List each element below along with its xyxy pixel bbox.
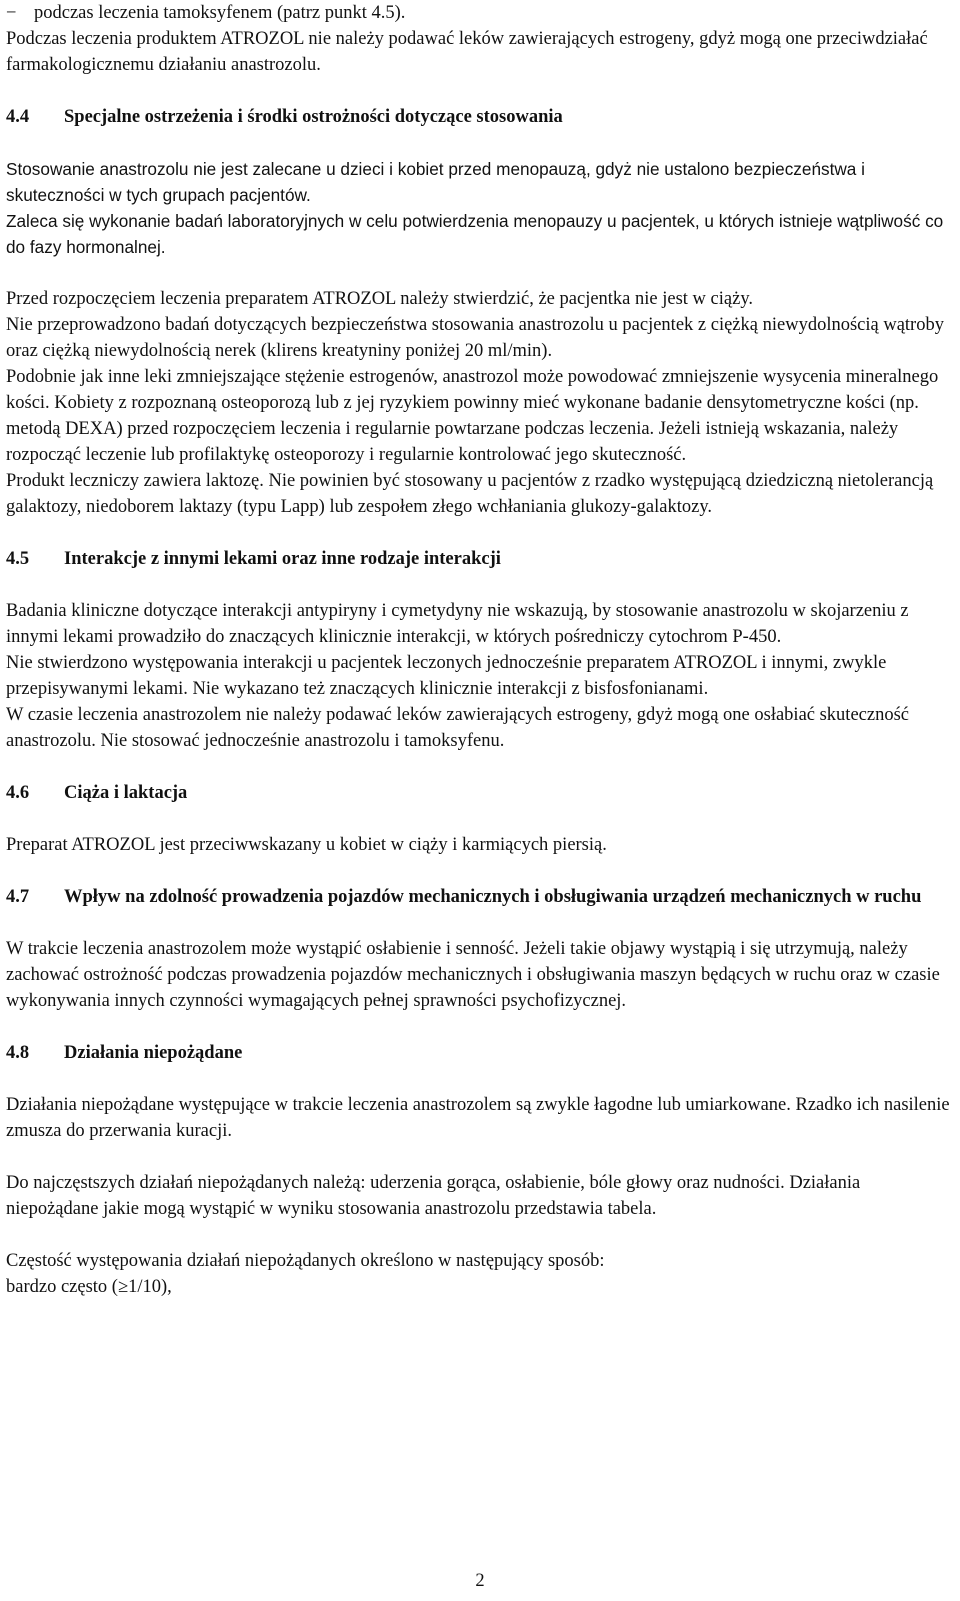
section-number: 4.7 <box>6 887 30 907</box>
document-page <box>6 0 956 1300</box>
s44-paragraph-4: Nie przeprowadzono badań dotyczących bezpieczeństwa stosowania anastrozolu u pacjentek z ciężką niewydolnością wątroby oraz ciężką niewydolnością nerek (klirens kreatyniny poniżej 20 ml/min). <box>6 315 944 361</box>
page-number: 2 <box>475 1571 485 1591</box>
section-4-5-heading <box>6 546 956 572</box>
s44-paragraph-5: Podobnie jak inne leki zmniejszające stężenie estrogenów, anastrozol może powodować zmniejszenie wysycenia mineralnego kości. Kobiety z rozpoznaną osteoporozą lub z jej ryzykiem powinny mieć wykonane badanie densytometryczne kości (np. metodą DEXA) przed rozpoczęciem leczenia i regularnie powtarzane podczas leczenia. Jeżeli istnieją wskazania, należy rozpocząć leczenie lub profilaktykę osteoporozy i regularnie kontrolować jego skuteczność. <box>6 367 939 465</box>
section-4-8-heading <box>6 1040 956 1066</box>
section-4-4-heading <box>6 104 956 130</box>
s45-paragraph-1: Badania kliniczne dotyczące interakcji antypiryny i cymetydyny nie wskazują, by stosowanie anastrozolu w skojarzeniu z innymi lekami prowadziło do znaczących klinicznie interakcji, w których pośredniczy cytochrom P-450. <box>6 601 909 647</box>
s44-paragraph-6: Produkt leczniczy zawiera laktozę. Nie powinien być stosowany u pacjentów z rzadko występującą dziedziczną nietolerancją galaktozy, niedoborem laktazy (typu Lapp) lub zespołem złego wchłaniania glukozy-galaktozy. <box>6 471 934 517</box>
section-4-6-heading <box>6 780 956 806</box>
section-number: 4.6 <box>6 783 30 803</box>
section-title: Specjalne ostrzeżenia i środki ostrożności dotyczące stosowania <box>64 107 563 127</box>
s44-paragraph-1: Stosowanie anastrozolu nie jest zalecane u dzieci i kobiet przed menopauzą, gdyż nie ustalono bezpieczeństwa i skuteczności w tych grupach pacjentów. <box>6 159 865 205</box>
s45-paragraph-2: Nie stwierdzono występowania interakcji u pacjentek leczonych jednocześnie preparatem ATROZOL i innymi, zwykle przepisywanymi lekami. Nie wykazano też znaczących klinicznie interakcji z bisfosfonianami. <box>6 653 887 699</box>
section-number: 4.4 <box>6 107 30 127</box>
s48-paragraph-1: Działania niepożądane występujące w trakcie leczenia anastrozolem są zwykle łagodne lub umiarkowane. Rzadko ich nasilenie zmusza do przerwania kuracji. <box>6 1095 950 1141</box>
s48-paragraph-3b: bardzo często (≥1/10), <box>6 1277 172 1297</box>
section-number: 4.8 <box>6 1043 30 1063</box>
intro-dash-line <box>6 0 956 26</box>
dash-bullet: − <box>6 3 17 23</box>
s44-paragraph-2: Zaleca się wykonanie badań laboratoryjnych w celu potwierdzenia menopauzy u pacjentek, u których istnieje wątpliwość co do fazy hormonalnej. <box>6 211 944 257</box>
section-title: Ciąża i laktacja <box>64 783 188 803</box>
section-title: Działania niepożądane <box>64 1043 243 1063</box>
section-title: Wpływ na zdolność prowadzenia pojazdów mechanicznych i obsługiwania urządzeń mechanicznych w ruchu <box>64 887 922 907</box>
s46-paragraph-1: Preparat ATROZOL jest przeciwwskazany u kobiet w ciąży i karmiących piersią. <box>6 835 607 855</box>
s47-paragraph-1: W trakcie leczenia anastrozolem może wystąpić osłabienie i senność. Jeżeli takie objawy wystąpią i się utrzymują, należy zachować ostrożność podczas prowadzenia pojazdów mechanicznych i obsługiwania maszyn będących w ruchu oraz w czasie wykonywania innych czynności wymagających pełnej sprawności psychofizycznej. <box>6 939 940 1011</box>
intro-paragraph: Podczas leczenia produktem ATROZOL nie należy podawać leków zawierających estrogeny, gdyż mogą one przeciwdziałać farmakologicznemu działaniu anastrozolu. <box>6 29 928 75</box>
section-number: 4.5 <box>6 549 30 569</box>
s44-paragraph-3: Przed rozpoczęciem leczenia preparatem ATROZOL należy stwierdzić, że pacjentka nie jest w ciąży. <box>6 289 753 309</box>
section-4-7-heading <box>6 884 956 910</box>
s48-paragraph-3a: Częstość występowania działań niepożądanych określono w następujący sposób: <box>6 1251 605 1271</box>
intro-dash-text: podczas leczenia tamoksyfenem (patrz punkt 4.5). <box>34 3 406 23</box>
section-title: Interakcje z innymi lekami oraz inne rodzaje interakcji <box>64 549 501 569</box>
s48-paragraph-2: Do najczęstszych działań niepożądanych należą: uderzenia gorąca, osłabienie, bóle głowy oraz nudności. Działania niepożądane jakie mogą wystąpić w wyniku stosowania anastrozolu przedstawia tabela. <box>6 1173 861 1219</box>
s45-paragraph-3: W czasie leczenia anastrozolem nie należy podawać leków zawierających estrogeny, gdyż mogą one osłabiać skuteczność anastrozolu. Nie stosować jednocześnie anastrozolu i tamoksyfenu. <box>6 705 909 751</box>
